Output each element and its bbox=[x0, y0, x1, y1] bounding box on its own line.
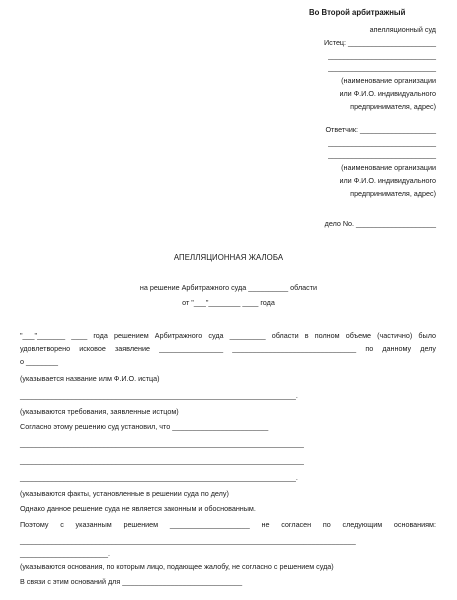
court-name-line1: Во Второй арбитражный bbox=[309, 8, 406, 17]
respondent-line-3: ___________________________ bbox=[328, 150, 436, 159]
subtitle-decision: на решение Арбитражного суда __________ области bbox=[139, 283, 318, 292]
subtitle-date: от "___"________ ____ года bbox=[182, 298, 275, 307]
court-name-line2: апелляционный суд bbox=[369, 25, 436, 34]
blank-line-b: _______________________________________________________________________ bbox=[20, 439, 304, 448]
not-lawful-statement: Однако данное решение суда не является законным и обоснованным. bbox=[20, 504, 256, 513]
plaintiff-note-3: предпринимателя, адрес) bbox=[350, 102, 436, 111]
note-facts: (указываются факты, установленные в решении суда по делу) bbox=[20, 489, 229, 498]
note-requirements: (указываются требования, заявленные истцом) bbox=[20, 407, 179, 416]
plaintiff-line-2: ___________________________ bbox=[328, 51, 436, 60]
respondent-note-3: предпринимателя, адрес) bbox=[350, 189, 436, 198]
respondent-line-2: ___________________________ bbox=[328, 138, 436, 147]
paragraph-decision-line2: удовлетворено исковое заявление ________________ _______________________________ по данному делу bbox=[20, 344, 436, 353]
disagree-line: Поэтому с указанным решением ____________________ не согласен по следующим основаниям: bbox=[20, 520, 436, 529]
respondent-field: Ответчик: ___________________ bbox=[325, 125, 436, 134]
plaintiff-note-1: (наименование организации bbox=[341, 76, 436, 85]
blank-line-c: _______________________________________________________________________ bbox=[20, 456, 304, 465]
blank-line-d: _____________________________________________________________________. bbox=[20, 473, 298, 482]
blank-line-a: _____________________________________________________________________. bbox=[20, 391, 298, 400]
respondent-note-2: или Ф.И.О. индивидуального bbox=[339, 176, 436, 185]
note-grounds: (указываются основания, по которым лицо, подающее жалобу, не согласно с решением суда) bbox=[20, 562, 334, 571]
case-number: дело No. ____________________ bbox=[324, 219, 436, 228]
paragraph-decision-line1: "___"_______ ____ года решением Арбитражного суда _________ области в полном объеме (частично) было bbox=[20, 331, 436, 340]
court-found-line: Согласно этому решению суд установил, что ________________________ bbox=[20, 422, 269, 431]
blank-line-e: ____________________________________________________________________________________ bbox=[20, 536, 356, 545]
note-plaintiff-name: (указывается название илм Ф.И.О. истца) bbox=[20, 374, 160, 383]
paragraph-decision-line3: о ________ bbox=[20, 357, 58, 366]
respondent-note-1: (наименование организации bbox=[341, 163, 436, 172]
document-title: АПЕЛЛЯЦИОННАЯ ЖАЛОБА bbox=[173, 253, 284, 262]
plaintiff-field: Истец: ______________________ bbox=[323, 38, 436, 47]
plaintiff-note-2: или Ф.И.О. индивидуального bbox=[339, 89, 436, 98]
plaintiff-line-3: ___________________________ bbox=[328, 63, 436, 72]
in-connection-line: В связи с этим оснований для ______________________________ bbox=[20, 577, 243, 586]
blank-line-f: ______________________. bbox=[20, 549, 110, 558]
